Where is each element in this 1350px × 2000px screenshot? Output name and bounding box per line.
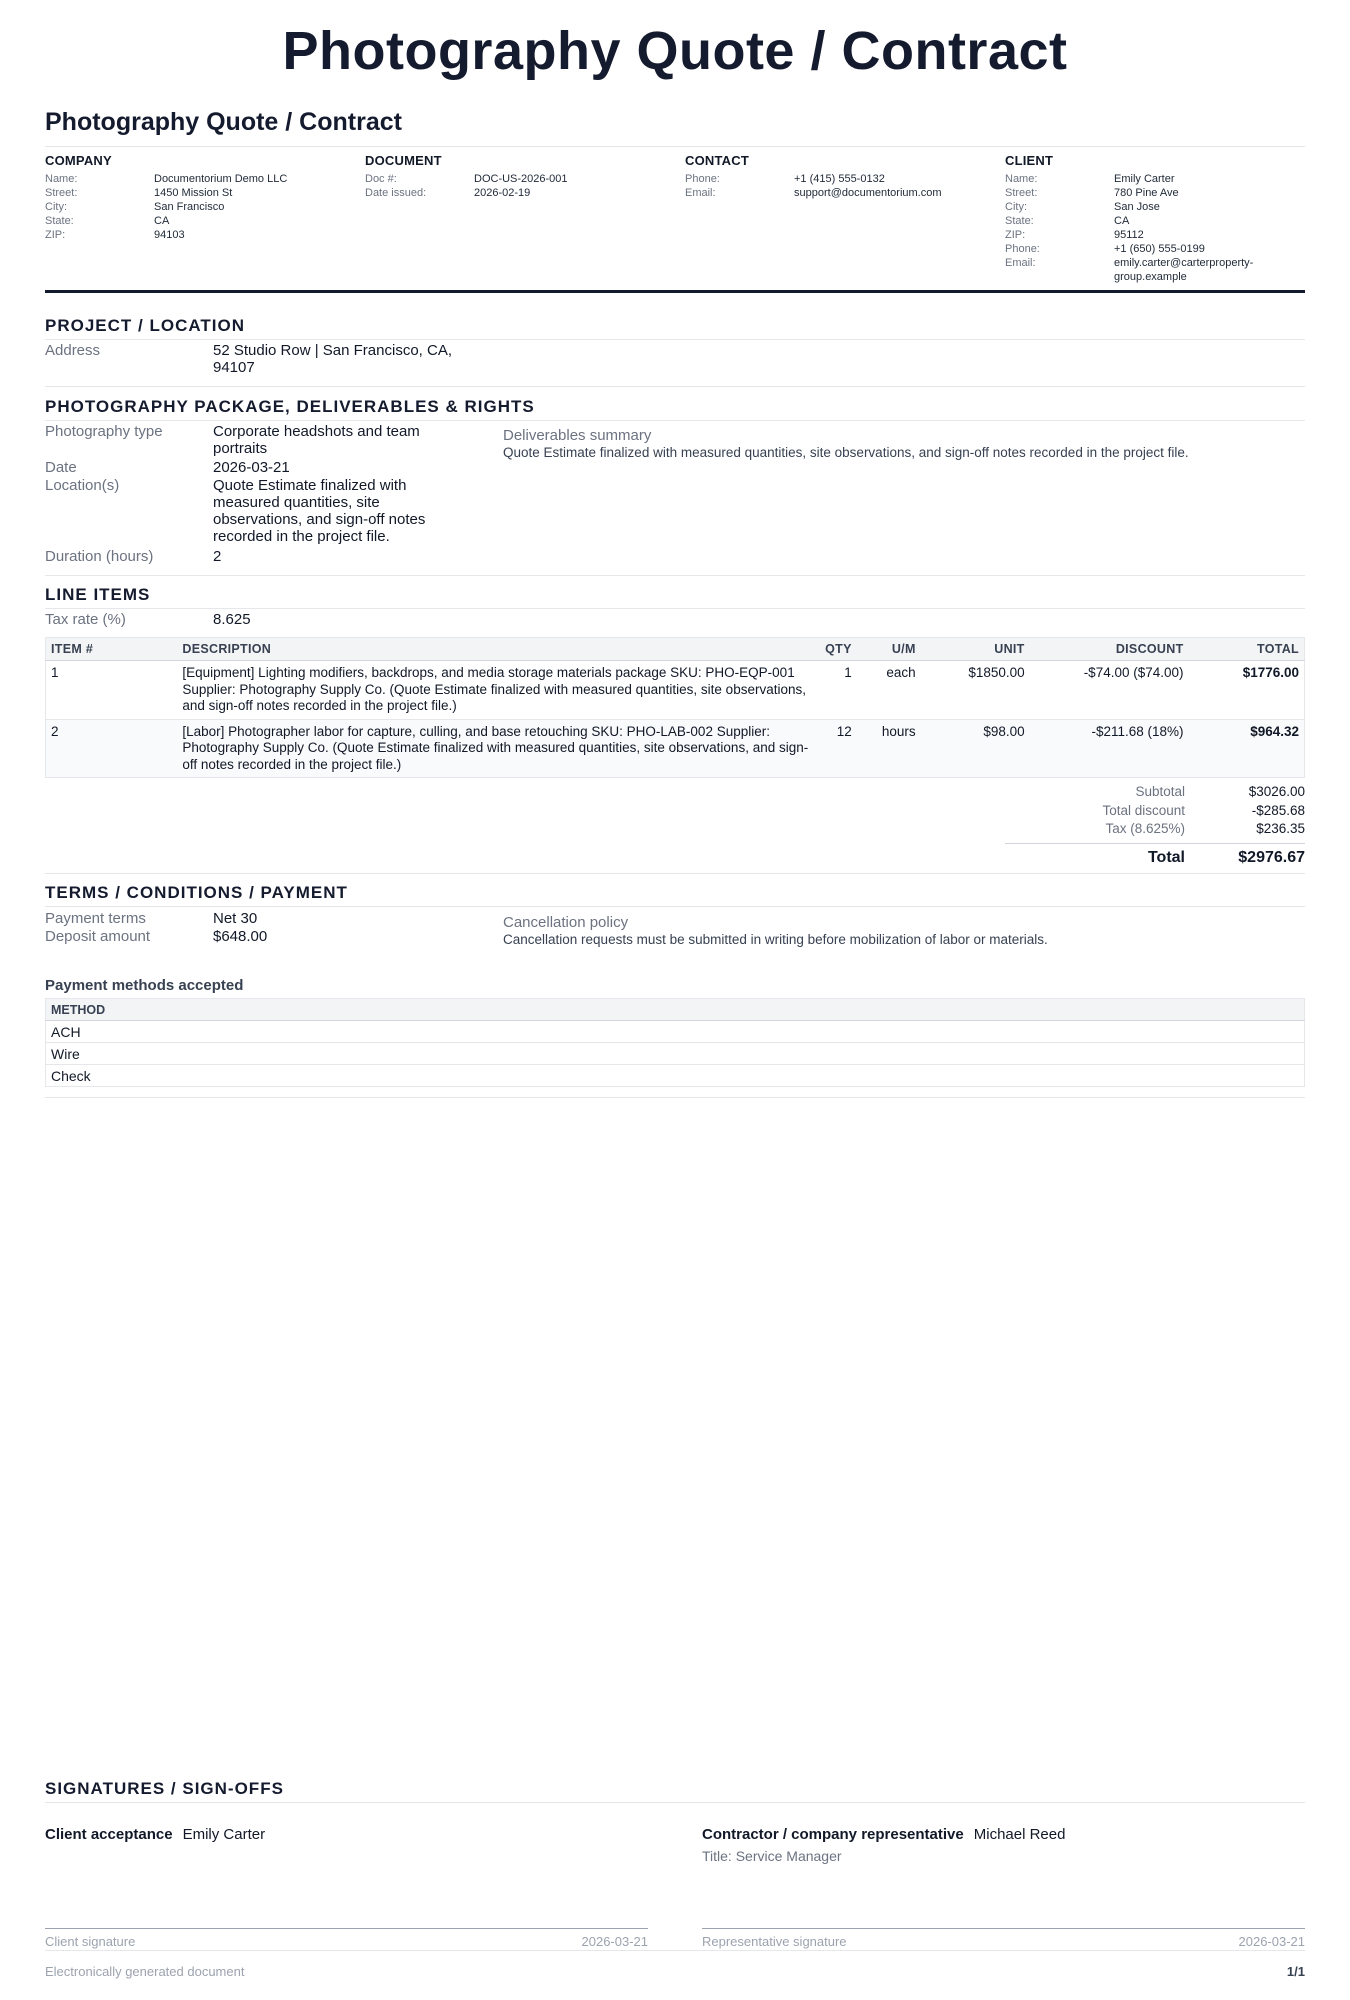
deliverables-summary: Deliverables summary Quote Estimate finalized with measured quantities, site observations, and sign-off notes recorded in the project file. <box>503 427 1189 460</box>
rep-signer-name: Michael Reed <box>973 1826 1066 1843</box>
table-header-row <box>46 638 1305 661</box>
table-row <box>46 1021 1305 1043</box>
cell-description: [Equipment] Lighting modifiers, backdrops, and media storage materials package SKU: PHO-EQP-001 Supplier: Photography Supply Co. (Quote Estimate finalized with measured quantities, site observations, and sign-off notes recorded in the project file.) <box>177 661 816 720</box>
package-heading: PHOTOGRAPHY PACKAGE, DELIVERABLES & RIGHTS <box>45 397 1305 421</box>
client-heading: CLIENT <box>1005 153 1054 168</box>
project-heading: PROJECT / LOCATION <box>45 316 1305 340</box>
header-divider <box>45 290 1305 293</box>
rep-signature-line <box>702 1928 1305 1929</box>
cancellation-policy: Cancellation policy Cancellation requests must be submitted in writing before mobilization of labor or materials. <box>503 914 1048 947</box>
representative-acceptance: Contractor / company representative Michael Reed <box>702 1826 1066 1843</box>
table-header-row <box>46 999 1305 1021</box>
document-title: Photography Quote / Contract <box>45 108 402 136</box>
rep-signature-caption: Representative signature 2026-03-21 <box>702 1934 1305 1949</box>
page-number: 1/1 <box>1286 1964 1305 1979</box>
duration: Duration (hours) 2 <box>45 548 222 565</box>
method-ach: ACH <box>46 1021 1305 1043</box>
cell-unit: $1850.00 <box>921 661 1030 720</box>
client-state: State: CA <box>1005 215 1130 227</box>
company-name: Name: Documentorium Demo LLC <box>45 173 288 185</box>
client-name: Name: Emily Carter <box>1005 173 1175 185</box>
main-title: Photography Quote / Contract <box>282 21 1068 81</box>
cell-total: $964.32 <box>1189 719 1305 778</box>
rep-signature-date: 2026-03-21 <box>1238 1934 1305 1949</box>
client-email: Email: emily.carter@carterproperty-group.example <box>1005 257 1254 283</box>
footer-divider <box>45 1950 1305 1951</box>
method-check: Check <box>46 1065 1305 1087</box>
cell-item: 1 <box>46 661 178 720</box>
cell-um: hours <box>857 719 921 778</box>
cell-qty: 1 <box>817 661 857 720</box>
contact-block <box>685 146 1005 290</box>
contact-email: Email: support@documentorium.com <box>685 187 942 199</box>
cell-discount: -$211.68 (18%) <box>1030 719 1189 778</box>
grand-total-row <box>1005 843 1305 867</box>
client-signer-name: Emily Carter <box>182 1826 266 1843</box>
col-unit: UNIT <box>921 638 1030 661</box>
payment-methods-title: Payment methods accepted <box>45 977 244 994</box>
shoot-date: Date 2026-03-21 <box>45 459 290 476</box>
client-zip: ZIP: 95112 <box>1005 229 1144 241</box>
col-qty: QTY <box>817 638 857 661</box>
cell-discount: -$74.00 ($74.00) <box>1030 661 1189 720</box>
client-signature-line <box>45 1928 648 1929</box>
cell-description: [Labor] Photographer labor for capture, culling, and base retouching SKU: PHO-LAB-002 Supplier: Photography Supply Co. (Quote Estimate finalized with measured quantities, site observations, and sign-off notes recorded in the project file.) <box>177 719 816 778</box>
discount-row: Total discount -$285.68 <box>1102 802 1305 818</box>
client-acceptance: Client acceptance Emily Carter <box>45 1826 266 1843</box>
doc-number: Doc #: DOC-US-2026-001 <box>365 173 568 185</box>
col-item: ITEM # <box>46 638 178 661</box>
divider <box>45 575 1305 576</box>
col-total: TOTAL <box>1189 638 1305 661</box>
client-block <box>1005 146 1305 290</box>
grand-total-label: Total <box>1147 849 1185 866</box>
photography-type: Photography type Corporate headshots and team portraits <box>45 423 420 457</box>
table-row <box>46 1043 1305 1065</box>
cell-total: $1776.00 <box>1189 661 1305 720</box>
col-method: METHOD <box>46 999 1305 1021</box>
company-state: State: CA <box>45 215 170 227</box>
table-row <box>46 661 1305 720</box>
table-row <box>46 1065 1305 1087</box>
client-signature-date: 2026-03-21 <box>581 1934 648 1949</box>
client-street: Street: 780 Pine Ave <box>1005 187 1179 199</box>
payment-terms: Payment terms Net 30 <box>45 910 258 927</box>
divider <box>45 386 1305 387</box>
company-zip: ZIP: 94103 <box>45 229 185 241</box>
col-description: DESCRIPTION <box>177 638 816 661</box>
company-block <box>45 146 365 290</box>
cell-qty: 12 <box>817 719 857 778</box>
grand-total-value: $2976.67 <box>1238 849 1305 866</box>
project-address: Address 52 Studio Row | San Francisco, CA, 94107 <box>45 342 453 376</box>
locations: Location(s) Quote Estimate finalized with measured quantities, site observations, and sign-off notes recorded in the project file. <box>45 477 426 545</box>
line-items-heading: LINE ITEMS <box>45 585 1305 609</box>
document-block <box>365 146 685 290</box>
payment-methods-table <box>45 998 1305 1087</box>
col-um: U/M <box>857 638 921 661</box>
footer-note: Electronically generated document <box>45 1964 245 1979</box>
deposit-amount: Deposit amount $648.00 <box>45 928 268 945</box>
contact-heading: CONTACT <box>685 153 749 168</box>
cell-um: each <box>857 661 921 720</box>
method-wire: Wire <box>46 1043 1305 1065</box>
contact-phone: Phone: +1 (415) 555-0132 <box>685 173 885 185</box>
subtotal-row: Subtotal $3026.00 <box>1135 784 1305 799</box>
table-row <box>46 719 1305 778</box>
company-heading: COMPANY <box>45 153 112 168</box>
totals-block <box>1005 783 1305 839</box>
document-page <box>45 0 1305 2000</box>
client-signature-caption: Client signature 2026-03-21 <box>45 1934 648 1949</box>
col-discount: DISCOUNT <box>1030 638 1189 661</box>
header-info <box>45 146 1305 290</box>
rep-title: Title: Service Manager <box>702 1848 842 1864</box>
company-street: Street: 1450 Mission St <box>45 187 233 199</box>
tax-row: Tax (8.625%) $236.35 <box>1105 821 1305 836</box>
line-items-table <box>45 637 1305 778</box>
cell-unit: $98.00 <box>921 719 1030 778</box>
document-heading: DOCUMENT <box>365 153 442 168</box>
divider <box>45 1097 1305 1098</box>
divider <box>45 873 1305 874</box>
signatures-heading: SIGNATURES / SIGN-OFFS <box>45 1779 1305 1803</box>
terms-heading: TERMS / CONDITIONS / PAYMENT <box>45 883 1305 907</box>
client-city: City: San Jose <box>1005 201 1160 213</box>
tax-rate: Tax rate (%) 8.625 <box>45 611 251 628</box>
company-city: City: San Francisco <box>45 201 225 213</box>
date-issued: Date issued: 2026-02-19 <box>365 187 531 199</box>
client-phone: Phone: +1 (650) 555-0199 <box>1005 243 1205 255</box>
cell-item: 2 <box>46 719 178 778</box>
